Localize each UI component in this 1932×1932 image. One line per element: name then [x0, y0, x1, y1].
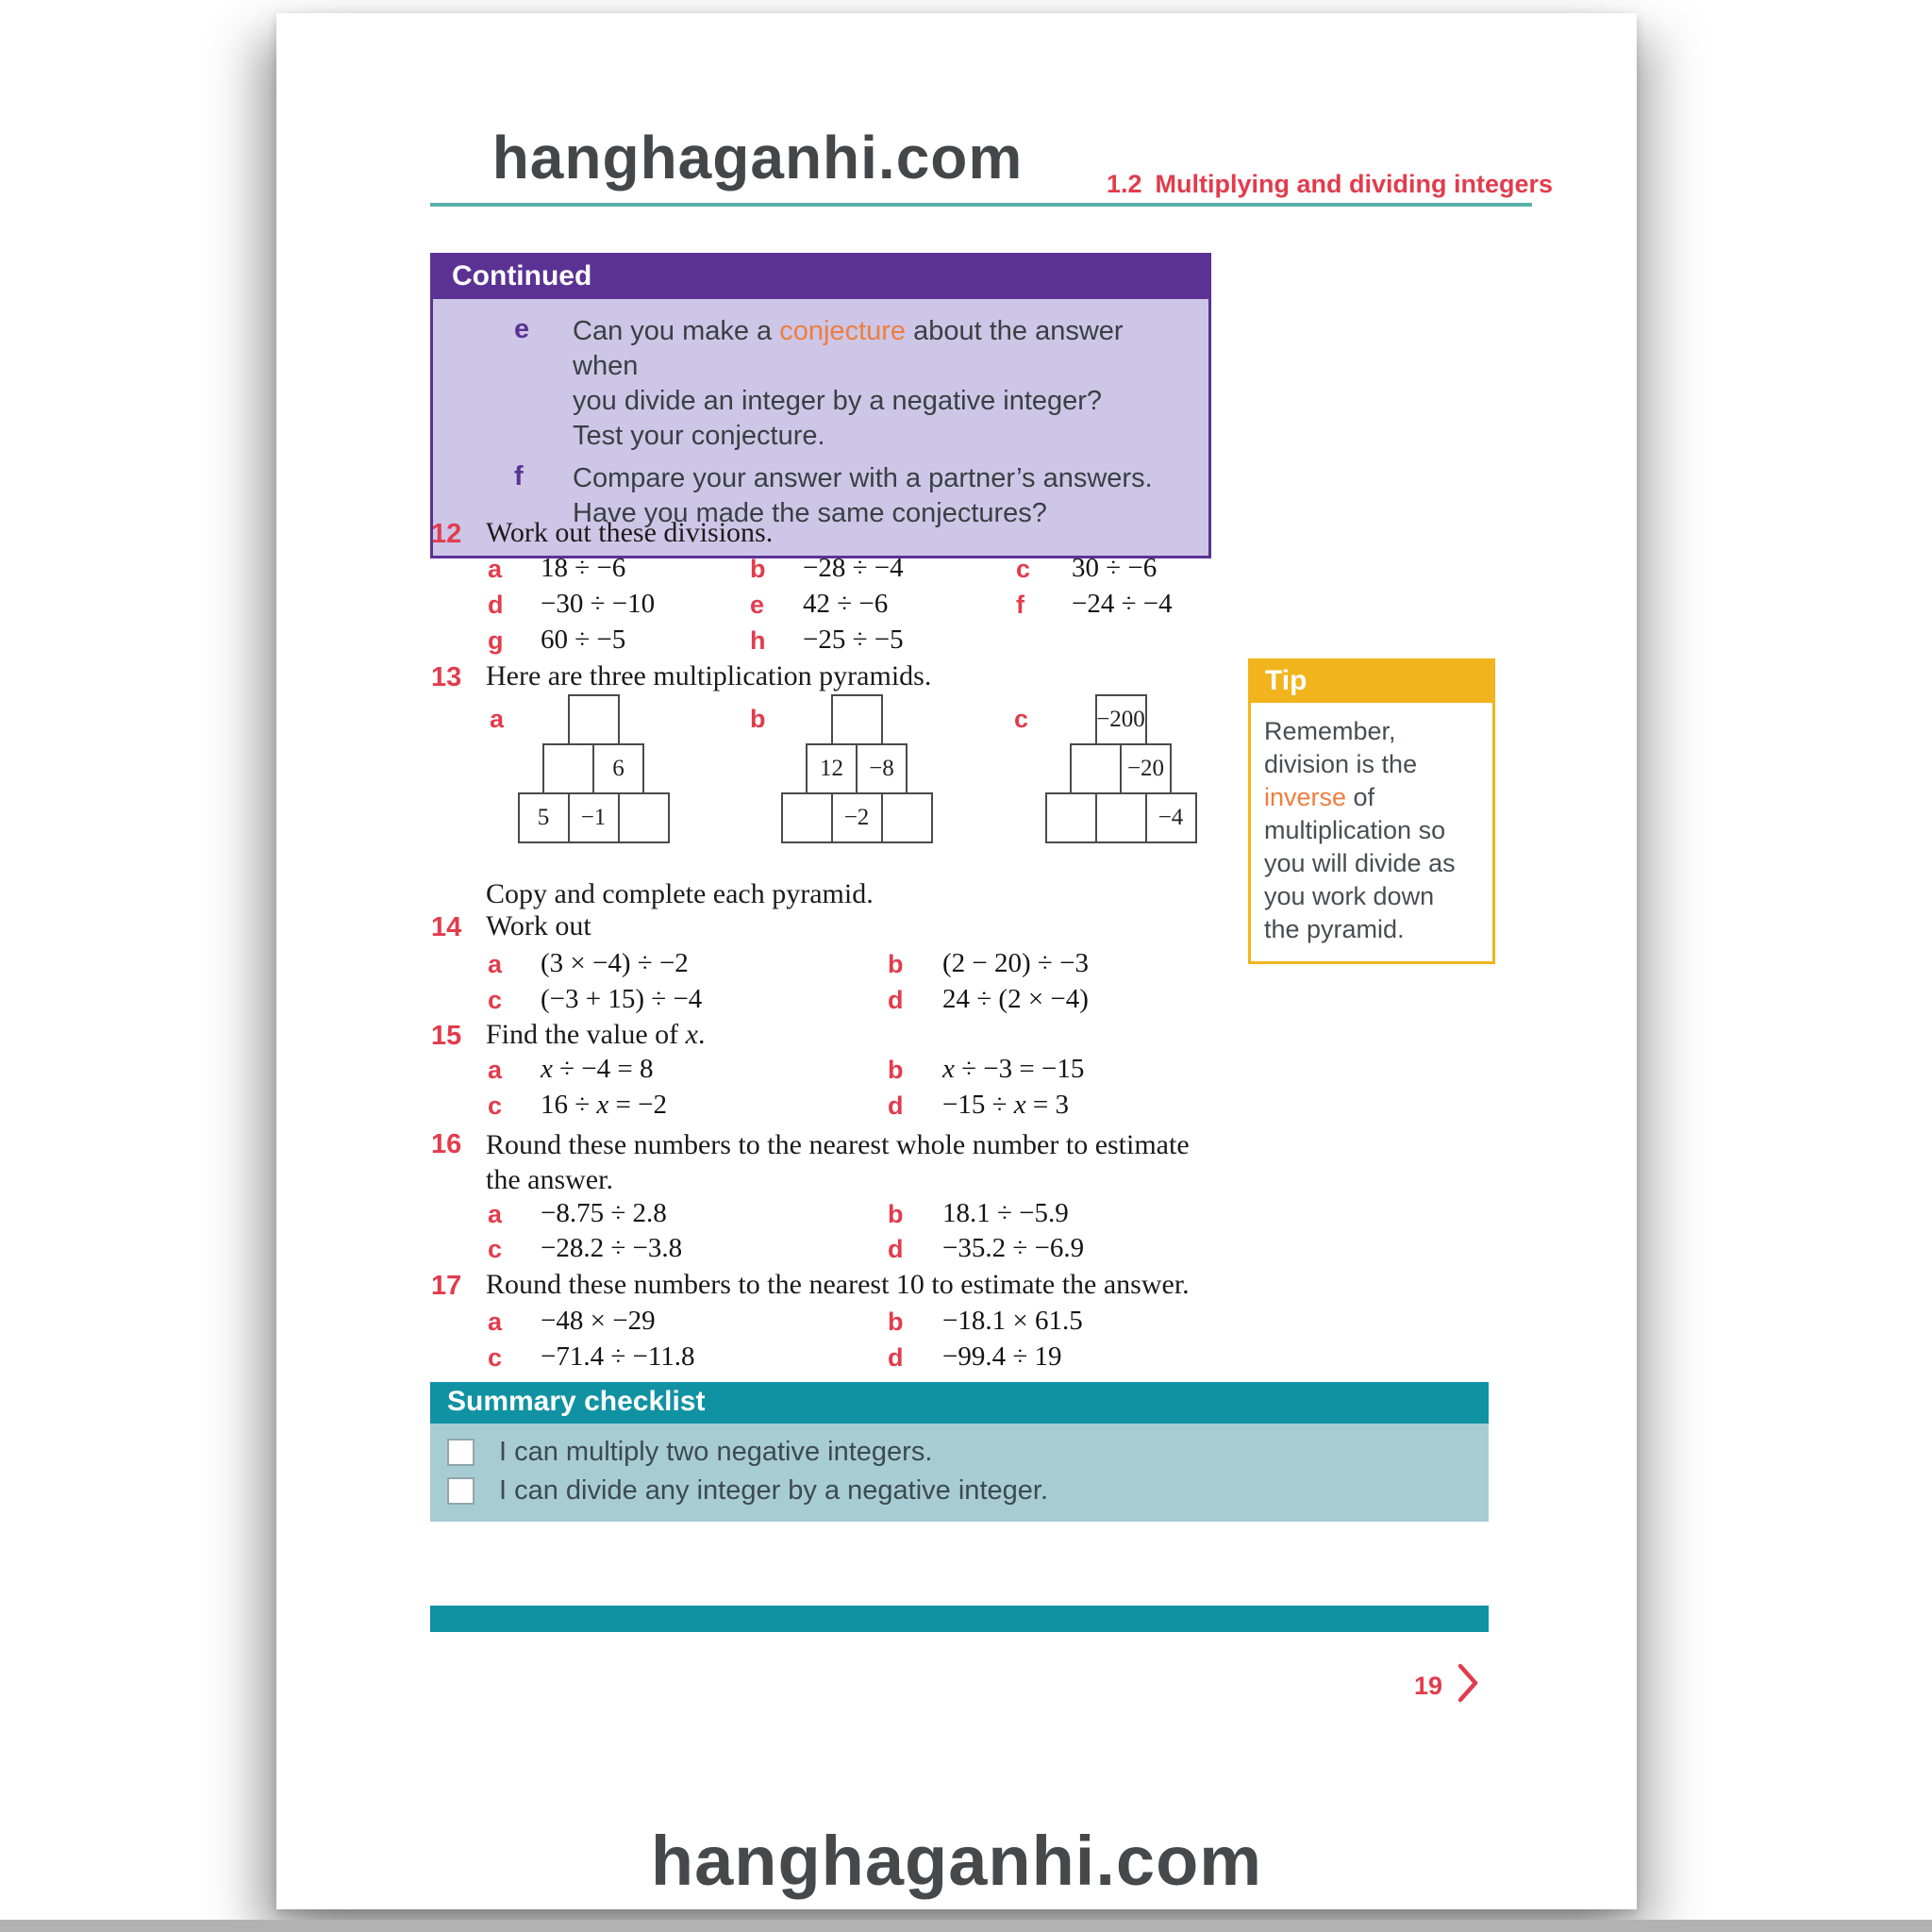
question-text: Work out these divisions.: [486, 517, 774, 548]
item-label: c: [488, 1091, 503, 1120]
question-number: 14: [431, 912, 462, 942]
item-expression: −48 × −29: [541, 1306, 656, 1336]
pyramid-cell: [542, 743, 594, 794]
item-expression: −71.4 ÷ −11.8: [541, 1341, 695, 1372]
pyramid-cell: −8: [856, 743, 908, 794]
pyramid-cell: −20: [1120, 743, 1172, 794]
item-expression: (−3 + 15) ÷ −4: [541, 984, 703, 1014]
item-label: g: [488, 626, 504, 655]
item-label: e: [750, 591, 765, 619]
multiplication-pyramid-a: [513, 694, 674, 843]
item-expression: 60 ÷ −5: [541, 625, 626, 655]
item-label: c: [488, 1235, 503, 1263]
item-expression: −28 ÷ −4: [803, 553, 904, 583]
item-expression: −15 ÷ x = 3: [942, 1090, 1070, 1120]
checkbox[interactable]: [447, 1439, 475, 1466]
page-number: 19: [1414, 1672, 1443, 1700]
item-label: c: [488, 1343, 503, 1372]
question-text: Work out: [486, 910, 591, 941]
item-label: a: [488, 555, 503, 583]
item-label: b: [888, 1056, 904, 1084]
continued-e-line2: you divide an integer by a negative integer?: [573, 386, 1103, 416]
question-number: 13: [431, 662, 462, 692]
question-number: 15: [431, 1021, 462, 1051]
pyramid-cell: [1070, 743, 1122, 794]
summary-checklist: [430, 1382, 1489, 1522]
continued-f-line2: Have you made the same conjectures?: [573, 498, 1047, 528]
tip-text: Remember, division is the inverse of multiplication so you will divide as you work down the pyramid.: [1264, 717, 1456, 943]
item-label: b: [750, 555, 766, 583]
item-expression: −8.75 ÷ 2.8: [541, 1198, 667, 1228]
checkbox[interactable]: [447, 1477, 475, 1505]
item-expression: 18.1 ÷ −5.9: [942, 1198, 1069, 1228]
item-label: d: [888, 986, 904, 1014]
item-label: h: [750, 626, 766, 655]
item-label: d: [888, 1091, 904, 1120]
screenshot-bottom-strip: [0, 1920, 1932, 1932]
item-expression: −24 ÷ −4: [1072, 589, 1173, 619]
checklist-item: [447, 1437, 1472, 1468]
item-label: a: [488, 950, 503, 978]
header-rule: [430, 203, 1532, 207]
pyramid-cell: 12: [806, 743, 858, 794]
pyramid-cell: [781, 792, 833, 843]
tip-box: [1248, 658, 1495, 964]
item-label: a: [488, 1200, 503, 1228]
item-label: a: [488, 1307, 503, 1336]
item-label: d: [488, 591, 504, 619]
item-label: c: [488, 986, 503, 1014]
continued-e-line1: Can you make a conjecture about the answer when: [573, 316, 1124, 381]
item-label: f: [1016, 591, 1024, 619]
item-expression: −99.4 ÷ 19: [942, 1341, 1062, 1372]
pyramid-cell: [1045, 792, 1097, 843]
pyramid-cell: [831, 694, 883, 745]
pyramid-cell: [881, 792, 933, 843]
item-label: c: [1016, 555, 1031, 583]
item-expression: −18.1 × 61.5: [942, 1306, 1083, 1336]
question-number: 16: [431, 1129, 462, 1159]
checklist-item: [447, 1475, 1472, 1507]
pyramid-cell: 6: [592, 743, 644, 794]
item-expression: 30 ÷ −6: [1072, 553, 1158, 583]
item-expression: −35.2 ÷ −6.9: [942, 1233, 1085, 1263]
item-expression: 18 ÷ −6: [541, 553, 626, 583]
question-text: Find the value of x.: [486, 1019, 706, 1050]
item-label: a: [488, 1056, 503, 1084]
section-title: [1107, 170, 1554, 199]
continued-item-e: [514, 314, 1186, 454]
checklist-item-label: I can multiply two negative integers.: [499, 1437, 933, 1467]
keyword-conjecture: conjecture: [779, 316, 907, 346]
section-number: 1.2: [1107, 170, 1142, 198]
pyramid-cell: −1: [568, 792, 620, 843]
tip-title: Tip: [1250, 660, 1493, 703]
pyramid-cell: [618, 792, 670, 843]
question-number: 12: [431, 519, 462, 549]
question-number: 17: [431, 1271, 462, 1301]
section-name: Multiplying and dividing integers: [1155, 170, 1554, 198]
pyramid-label: c: [1014, 705, 1029, 733]
item-expression: (3 × −4) ÷ −2: [541, 948, 689, 978]
pyramid-label: a: [490, 705, 505, 733]
item-expression: 16 ÷ x = −2: [541, 1090, 668, 1120]
watermark-bottom: hanghaganhi.com: [650, 1822, 1263, 1900]
item-expression: 42 ÷ −6: [803, 589, 889, 619]
footer-rule-bar: [430, 1606, 1489, 1632]
item-label: e: [514, 314, 530, 344]
pyramid-cell: 5: [518, 792, 570, 843]
pyramid-label: b: [750, 705, 766, 733]
summary-checklist-title: Summary checklist: [430, 1382, 1489, 1424]
item-label: d: [888, 1235, 904, 1263]
item-label: b: [888, 1200, 904, 1228]
pyramid-cell: [568, 694, 620, 745]
continued-box: [430, 253, 1211, 558]
pyramid-cell: −200: [1095, 694, 1147, 745]
continued-box-title: Continued: [433, 256, 1208, 299]
textbook-page: [276, 13, 1637, 1909]
item-label: d: [888, 1343, 904, 1372]
item-label: b: [888, 1307, 904, 1336]
next-page-chevron-icon[interactable]: [1456, 1662, 1480, 1704]
pyramid-cell: −2: [831, 792, 883, 843]
continued-f-line1: Compare your answer with a partner’s answers.: [573, 463, 1153, 493]
multiplication-pyramid-b: [776, 694, 937, 843]
item-expression: 24 ÷ (2 × −4): [942, 984, 1089, 1014]
item-expression: −28.2 ÷ −3.8: [541, 1233, 683, 1263]
multiplication-pyramid-c: [1041, 694, 1201, 843]
pyramid-cell: [1095, 792, 1147, 843]
item-expression: (2 − 20) ÷ −3: [942, 948, 1089, 978]
keyword-inverse: inverse: [1264, 783, 1347, 811]
question-text: Here are three multiplication pyramids.: [486, 660, 932, 691]
question-text: Round these numbers to the nearest whole number to estimate the answer.: [486, 1129, 1190, 1195]
item-label: f: [514, 461, 524, 491]
checklist-item-label: I can divide any integer by a negative integer.: [499, 1475, 1048, 1506]
watermark-top: hanghaganhi.com: [491, 124, 1024, 192]
question-text: Round these numbers to the nearest 10 to estimate the answer.: [486, 1269, 1190, 1300]
item-expression: x ÷ −3 = −15: [942, 1054, 1085, 1084]
item-expression: −25 ÷ −5: [803, 625, 904, 655]
summary-checklist-body: [430, 1424, 1489, 1522]
pyramid-caption: Copy and complete each pyramid.: [486, 878, 874, 909]
item-expression: −30 ÷ −10: [541, 589, 656, 619]
item-expression: x ÷ −4 = 8: [541, 1054, 654, 1084]
continued-e-line3: Test your conjecture.: [573, 421, 825, 451]
pyramid-cell: −4: [1145, 792, 1197, 843]
item-label: b: [888, 950, 904, 978]
